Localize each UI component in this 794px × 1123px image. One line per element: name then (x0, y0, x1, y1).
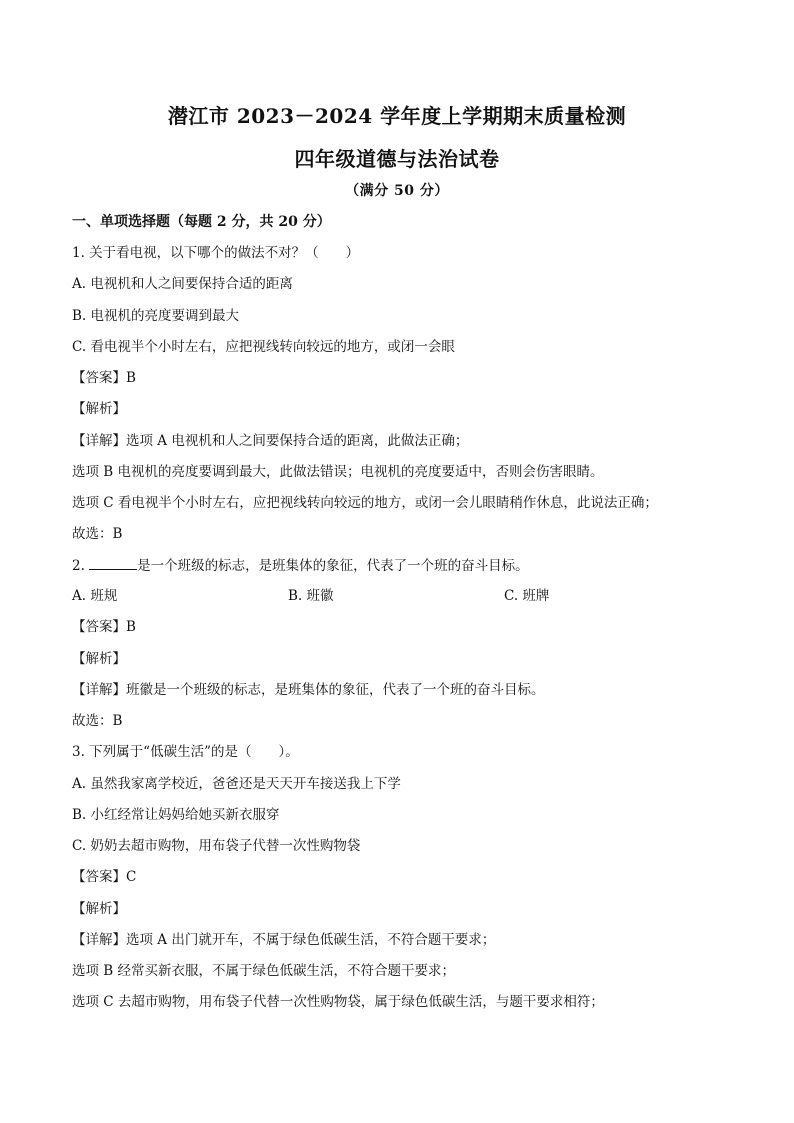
exam-title: 潜江市 2023－2024 学年度上学期期末质量检测 (167, 104, 627, 128)
fill-blank (89, 555, 137, 570)
question-1-detail-line: 选项 B 电视机的亮度要调到最大，此做法错误；电视机的亮度要适中，否则会伤害眼睛。 (72, 464, 604, 480)
question-3-detail-line: 选项 C 去超市购物，用布袋子代替一次性购物袋，属于绿色低碳生活，与题干要求相符； (72, 994, 604, 1010)
question-1-choice: 故选：B (72, 526, 123, 542)
question-3-option-b: B. 小红经常让妈妈给她买新衣服穿 (72, 807, 280, 823)
section-heading: 一、单项选择题（每题 2 分，共 20 分） (72, 214, 331, 230)
question-1-answer: 【答案】B (72, 370, 136, 386)
question-2-option-b: B. 班徽 (288, 588, 334, 604)
question-2-stem-prefix: 2. (72, 558, 90, 574)
question-1-detail-line: 【详解】选项 A 电视机和人之间要保持合适的距离，此做法正确； (72, 433, 469, 449)
question-1-option-c: C. 看电视半个小时左右，应把视线转向较远的地方，或闭一会眼 (72, 339, 455, 355)
question-1-option-b: B. 电视机的亮度要调到最大 (72, 308, 240, 324)
question-2-option-a: A. 班规 (72, 588, 118, 604)
question-2-choice: 故选：B (72, 713, 123, 729)
question-2-stem-suffix: 是一个班级的标志，是班集体的象征，代表了一个班的奋斗目标。 (137, 558, 529, 574)
question-2-stem (72, 555, 529, 576)
question-3-option-c: C. 奶奶去超市购物，用布袋子代替一次性购物袋 (72, 838, 361, 854)
question-3-detail-line: 选项 B 经常买新衣服，不属于绿色低碳生活，不符合题干要求； (72, 963, 456, 979)
question-3-answer: 【答案】C (72, 869, 137, 885)
question-1-stem: 1. 关于看电视，以下哪个的做法不对？（ ） (72, 245, 360, 261)
question-2-answer: 【答案】B (72, 619, 136, 635)
question-2-analysis: 【解析】 (72, 651, 126, 667)
question-3-stem: 3. 下列属于“低碳生活”的是（ ）。 (72, 744, 299, 760)
exam-subtitle: 四年级道德与法治试卷 (294, 147, 500, 171)
question-2-option-c: C. 班牌 (504, 588, 550, 604)
score-note: （满分 50 分） (345, 183, 449, 199)
question-2-detail-line: 【详解】班徽是一个班级的标志，是班集体的象征，代表了一个班的奋斗目标。 (72, 682, 545, 698)
question-3-analysis: 【解析】 (72, 901, 126, 917)
question-1-detail-line: 选项 C 看电视半个小时左右，应把视线转向较远的地方，或闭一会儿眼睛稍作休息，此说法正确； (72, 495, 658, 511)
question-1-option-a: A. 电视机和人之间要保持合适的距离 (72, 276, 293, 292)
question-3-detail-line: 【详解】选项 A 出门就开车，不属于绿色低碳生活，不符合题干要求； (72, 932, 496, 948)
question-1-analysis: 【解析】 (72, 401, 126, 417)
question-3-option-a: A. 虽然我家离学校近，爸爸还是天天开车接送我上下学 (72, 776, 401, 792)
